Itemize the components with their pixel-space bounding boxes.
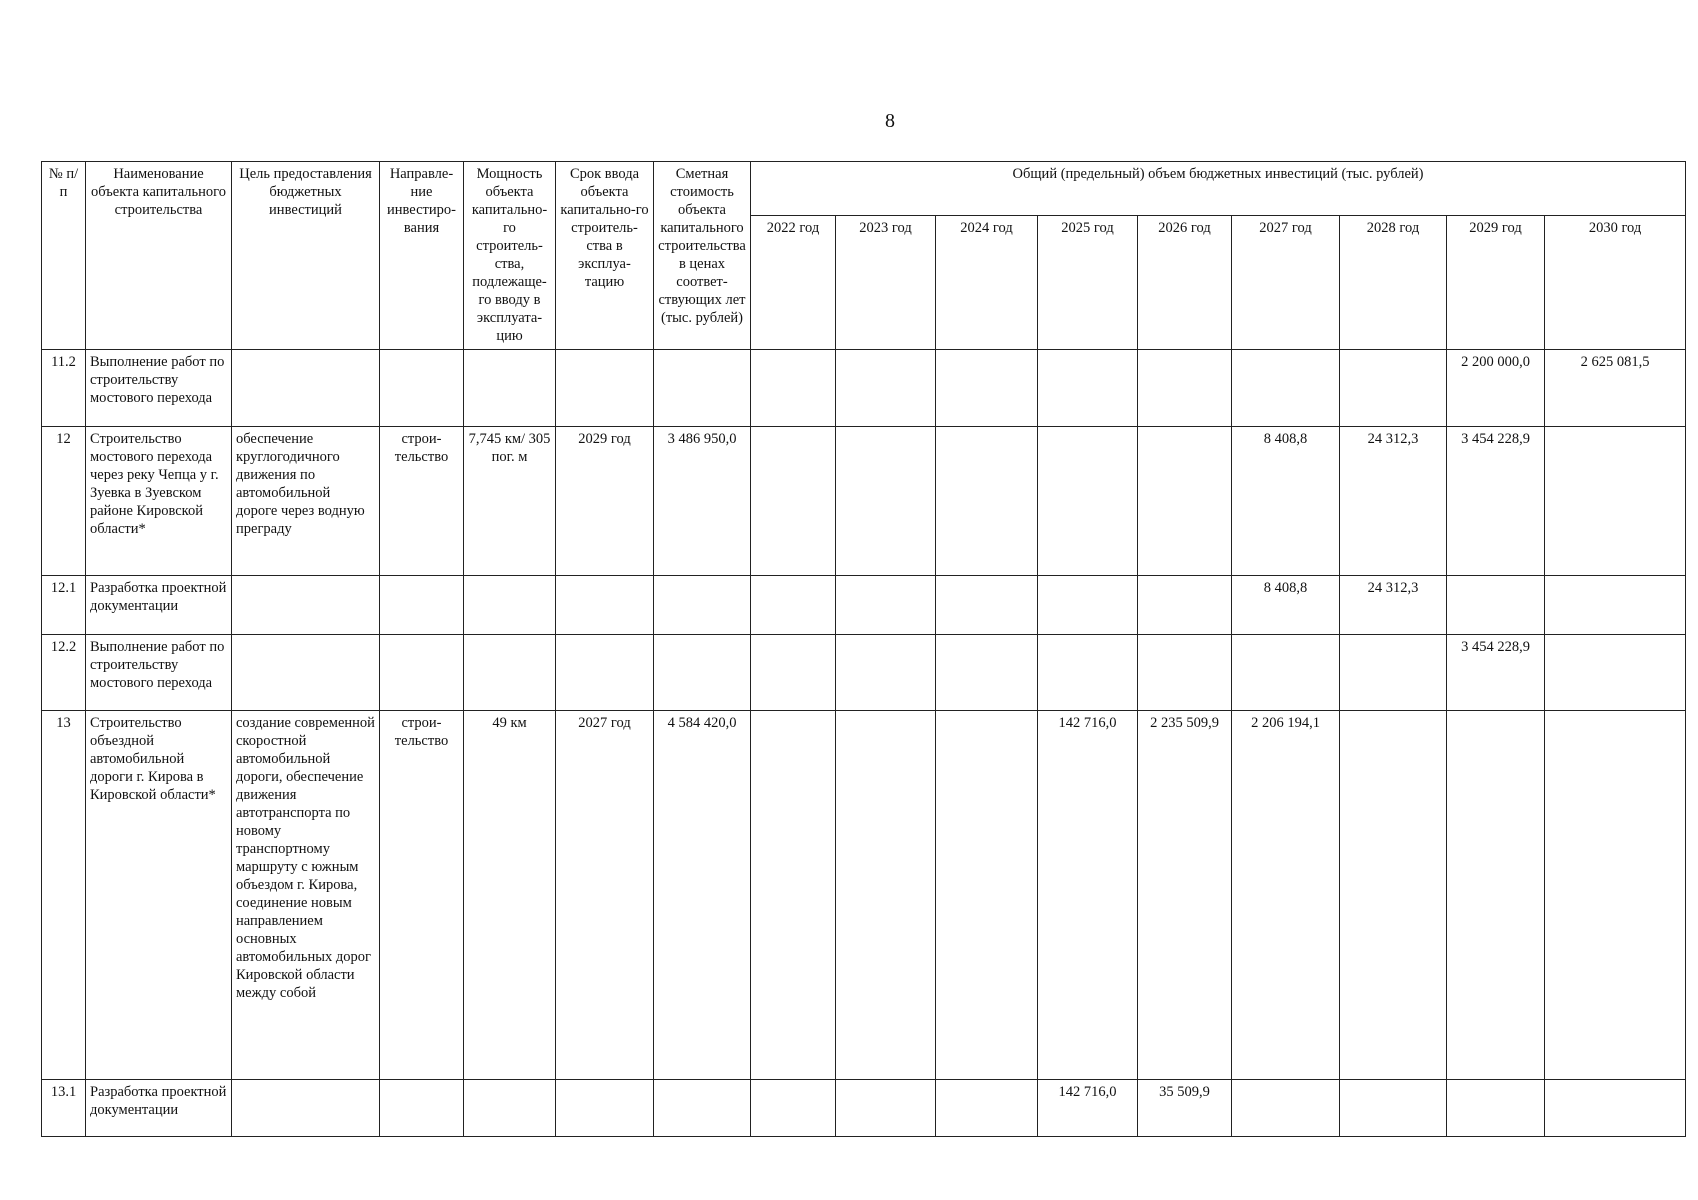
table-row bbox=[42, 635, 1686, 711]
cell-year-2022 bbox=[751, 711, 836, 1080]
cell-year-2027: 2 206 194,1 bbox=[1232, 711, 1340, 1080]
cell-year-2024 bbox=[936, 635, 1038, 711]
cell-goal bbox=[232, 1080, 380, 1137]
cell-year-2029 bbox=[1447, 1080, 1545, 1137]
cell-cost bbox=[654, 350, 751, 427]
cell-year-2027 bbox=[1232, 635, 1340, 711]
header-year: 2028 год bbox=[1340, 216, 1447, 350]
page-number: 8 bbox=[885, 110, 895, 132]
header-goal: Цель предоставления бюджетных инвестиций bbox=[232, 162, 380, 350]
cell-direction: строи-тельство bbox=[380, 427, 464, 576]
table-row bbox=[42, 350, 1686, 427]
cell-year-2025: 142 716,0 bbox=[1038, 1080, 1138, 1137]
cell-year-2029: 3 454 228,9 bbox=[1447, 427, 1545, 576]
cell-year-2027 bbox=[1232, 1080, 1340, 1137]
cell-direction bbox=[380, 576, 464, 635]
cell-year-2028: 24 312,3 bbox=[1340, 576, 1447, 635]
cell-no: 12.1 bbox=[42, 576, 86, 635]
cell-deadline bbox=[556, 1080, 654, 1137]
cell-year-2023 bbox=[836, 350, 936, 427]
table-row bbox=[42, 576, 1686, 635]
header-year: 2025 год bbox=[1038, 216, 1138, 350]
cell-year-2029: 2 200 000,0 bbox=[1447, 350, 1545, 427]
cell-year-2028 bbox=[1340, 1080, 1447, 1137]
header-direction: Направле-ние инвестиро-вания bbox=[380, 162, 464, 350]
cell-year-2025 bbox=[1038, 635, 1138, 711]
header-cost: Сметная стоимость объекта капитального строительства в ценах соответ-ствующих лет (тыс. рублей) bbox=[654, 162, 751, 350]
cell-deadline bbox=[556, 576, 654, 635]
cell-year-2030: 2 625 081,5 bbox=[1545, 350, 1686, 427]
cell-year-2030 bbox=[1545, 635, 1686, 711]
cell-year-2024 bbox=[936, 711, 1038, 1080]
cell-year-2026 bbox=[1138, 350, 1232, 427]
cell-direction: строи-тельство bbox=[380, 711, 464, 1080]
cell-year-2026: 35 509,9 bbox=[1138, 1080, 1232, 1137]
cell-cost bbox=[654, 635, 751, 711]
cell-year-2030 bbox=[1545, 427, 1686, 576]
header-year: 2027 год bbox=[1232, 216, 1340, 350]
header-name: Наименование объекта капитального строительства bbox=[86, 162, 232, 350]
header-year: 2026 год bbox=[1138, 216, 1232, 350]
cell-year-2027: 8 408,8 bbox=[1232, 427, 1340, 576]
cell-year-2028: 24 312,3 bbox=[1340, 427, 1447, 576]
cell-name: Строительство мостового перехода через реку Чепца у г. Зуевка в Зуевском районе Кировской области* bbox=[86, 427, 232, 576]
cell-year-2025 bbox=[1038, 576, 1138, 635]
header-capacity: Мощность объекта капитально-го строитель-ства, подлежаще-го вводу в эксплуата-цию bbox=[464, 162, 556, 350]
header-no: № п/п bbox=[42, 162, 86, 350]
table-row bbox=[42, 1080, 1686, 1137]
cell-name: Разработка проектной документации bbox=[86, 1080, 232, 1137]
cell-no: 13.1 bbox=[42, 1080, 86, 1137]
header-budget-group: Общий (предельный) объем бюджетных инвестиций (тыс. рублей) bbox=[751, 162, 1686, 216]
cell-year-2026 bbox=[1138, 576, 1232, 635]
cell-year-2022 bbox=[751, 350, 836, 427]
cell-no: 12.2 bbox=[42, 635, 86, 711]
cell-year-2025 bbox=[1038, 427, 1138, 576]
cell-year-2028 bbox=[1340, 635, 1447, 711]
cell-deadline: 2027 год bbox=[556, 711, 654, 1080]
cell-year-2028 bbox=[1340, 350, 1447, 427]
cell-capacity bbox=[464, 635, 556, 711]
cell-no: 12 bbox=[42, 427, 86, 576]
cell-year-2029: 3 454 228,9 bbox=[1447, 635, 1545, 711]
cell-year-2030 bbox=[1545, 576, 1686, 635]
cell-year-2024 bbox=[936, 350, 1038, 427]
cell-deadline bbox=[556, 350, 654, 427]
cell-cost bbox=[654, 576, 751, 635]
cell-year-2027: 8 408,8 bbox=[1232, 576, 1340, 635]
header-year: 2023 год bbox=[836, 216, 936, 350]
cell-year-2026: 2 235 509,9 bbox=[1138, 711, 1232, 1080]
cell-cost: 4 584 420,0 bbox=[654, 711, 751, 1080]
cell-cost: 3 486 950,0 bbox=[654, 427, 751, 576]
cell-direction bbox=[380, 350, 464, 427]
cell-direction bbox=[380, 635, 464, 711]
cell-name: Разработка проектной документации bbox=[86, 576, 232, 635]
cell-name: Выполнение работ по строительству мостового перехода bbox=[86, 635, 232, 711]
cell-goal bbox=[232, 576, 380, 635]
cell-capacity bbox=[464, 576, 556, 635]
cell-capacity: 7,745 км/ 305 пог. м bbox=[464, 427, 556, 576]
cell-year-2023 bbox=[836, 1080, 936, 1137]
table-row bbox=[42, 711, 1686, 1080]
header-year: 2024 год bbox=[936, 216, 1038, 350]
header-year: 2022 год bbox=[751, 216, 836, 350]
cell-year-2024 bbox=[936, 1080, 1038, 1137]
header-deadline: Срок ввода объекта капитально-го строитель-ства в эксплуа-тацию bbox=[556, 162, 654, 350]
cell-cost bbox=[654, 1080, 751, 1137]
cell-direction bbox=[380, 1080, 464, 1137]
cell-year-2029 bbox=[1447, 576, 1545, 635]
cell-name: Выполнение работ по строительству мостового перехода bbox=[86, 350, 232, 427]
cell-year-2024 bbox=[936, 427, 1038, 576]
cell-year-2026 bbox=[1138, 427, 1232, 576]
header-row bbox=[42, 162, 1686, 216]
header-year: 2029 год bbox=[1447, 216, 1545, 350]
cell-year-2030 bbox=[1545, 1080, 1686, 1137]
header-year: 2030 год bbox=[1545, 216, 1686, 350]
cell-year-2030 bbox=[1545, 711, 1686, 1080]
cell-year-2022 bbox=[751, 427, 836, 576]
cell-deadline bbox=[556, 635, 654, 711]
cell-year-2025: 142 716,0 bbox=[1038, 711, 1138, 1080]
cell-deadline: 2029 год bbox=[556, 427, 654, 576]
cell-year-2023 bbox=[836, 427, 936, 576]
cell-year-2023 bbox=[836, 711, 936, 1080]
table-row bbox=[42, 427, 1686, 576]
cell-year-2025 bbox=[1038, 350, 1138, 427]
cell-year-2026 bbox=[1138, 635, 1232, 711]
cell-capacity: 49 км bbox=[464, 711, 556, 1080]
cell-no: 11.2 bbox=[42, 350, 86, 427]
cell-goal bbox=[232, 635, 380, 711]
cell-year-2022 bbox=[751, 635, 836, 711]
cell-year-2024 bbox=[936, 576, 1038, 635]
cell-goal bbox=[232, 350, 380, 427]
cell-year-2029 bbox=[1447, 711, 1545, 1080]
cell-capacity bbox=[464, 350, 556, 427]
cell-year-2028 bbox=[1340, 711, 1447, 1080]
cell-no: 13 bbox=[42, 711, 86, 1080]
cell-year-2023 bbox=[836, 635, 936, 711]
cell-year-2022 bbox=[751, 1080, 836, 1137]
cell-capacity bbox=[464, 1080, 556, 1137]
cell-year-2027 bbox=[1232, 350, 1340, 427]
cell-goal: создание современной скоростной автомобильной дороги, обеспечение движения автотранспорта по новому транспортному маршруту с южным объездом г. Кирова, соединение новым направлением основных автомобильных дорог Кировской области между собой bbox=[232, 711, 380, 1080]
cell-goal: обеспечение круглогодичного движения по автомобильной дороге через водную преграду bbox=[232, 427, 380, 576]
cell-name: Строительство объездной автомобильной дороги г. Кирова в Кировской области* bbox=[86, 711, 232, 1080]
cell-year-2022 bbox=[751, 576, 836, 635]
cell-year-2023 bbox=[836, 576, 936, 635]
budget-investment-table bbox=[41, 161, 1686, 1137]
